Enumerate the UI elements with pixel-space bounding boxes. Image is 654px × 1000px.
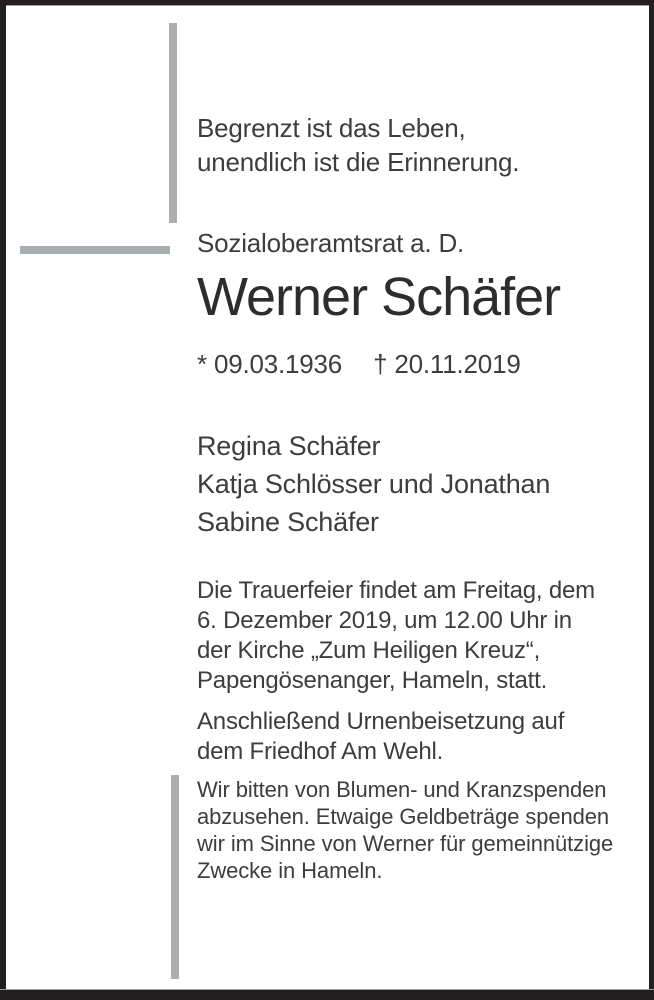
life-dates	[197, 349, 521, 379]
frame-bottom-border	[0, 990, 654, 1000]
accent-bar-vertical-top	[169, 23, 177, 223]
frame-left-border	[0, 0, 6, 1000]
epigraph-line-1: Begrenzt ist das Leben,	[197, 113, 466, 143]
burial-details	[197, 707, 564, 767]
funeral-details	[197, 576, 595, 696]
death-date: † 20.11.2019	[373, 349, 521, 379]
frame-right-border	[649, 0, 654, 1000]
donation-request	[197, 776, 613, 884]
deceased-name: Werner Schäfer	[197, 267, 561, 327]
funeral-line: Die Trauerfeier findet am Freitag, dem	[197, 577, 595, 604]
mourner-line: Katja Schlösser und Jonathan	[197, 469, 551, 499]
birth-date: * 09.03.1936	[197, 349, 343, 379]
funeral-line: Papengösenanger, Hameln, statt.	[197, 667, 548, 694]
mourner-line: Sabine Schäfer	[197, 507, 379, 537]
burial-line: dem Friedhof Am Wehl.	[197, 738, 444, 765]
burial-line: Anschließend Urnenbeisetzung auf	[197, 708, 565, 735]
mourners-list	[197, 427, 550, 541]
epigraph-line-2: unendlich ist die Erinnerung.	[197, 147, 520, 177]
donation-line: wir im Sinne von Werner für gemeinnützige	[197, 831, 614, 856]
deceased-title: Sozialoberamtsrat a. D.	[197, 228, 465, 258]
mourner-line: Regina Schäfer	[197, 431, 381, 461]
donation-line: Zwecke in Hameln.	[197, 858, 383, 883]
funeral-line: 6. Dezember 2019, um 12.00 Uhr in	[197, 607, 572, 634]
epigraph	[197, 111, 519, 179]
accent-bar-vertical-bottom	[171, 775, 179, 979]
donation-line: Wir bitten von Blumen- und Kranzspenden	[197, 777, 607, 802]
frame-top-hairline	[0, 5, 654, 6]
funeral-line: der Kirche „Zum Heiligen Kreuz“,	[197, 637, 541, 664]
donation-line: abzusehen. Etwaige Geldbeträge spenden	[197, 804, 610, 829]
accent-bar-horizontal	[20, 246, 170, 254]
